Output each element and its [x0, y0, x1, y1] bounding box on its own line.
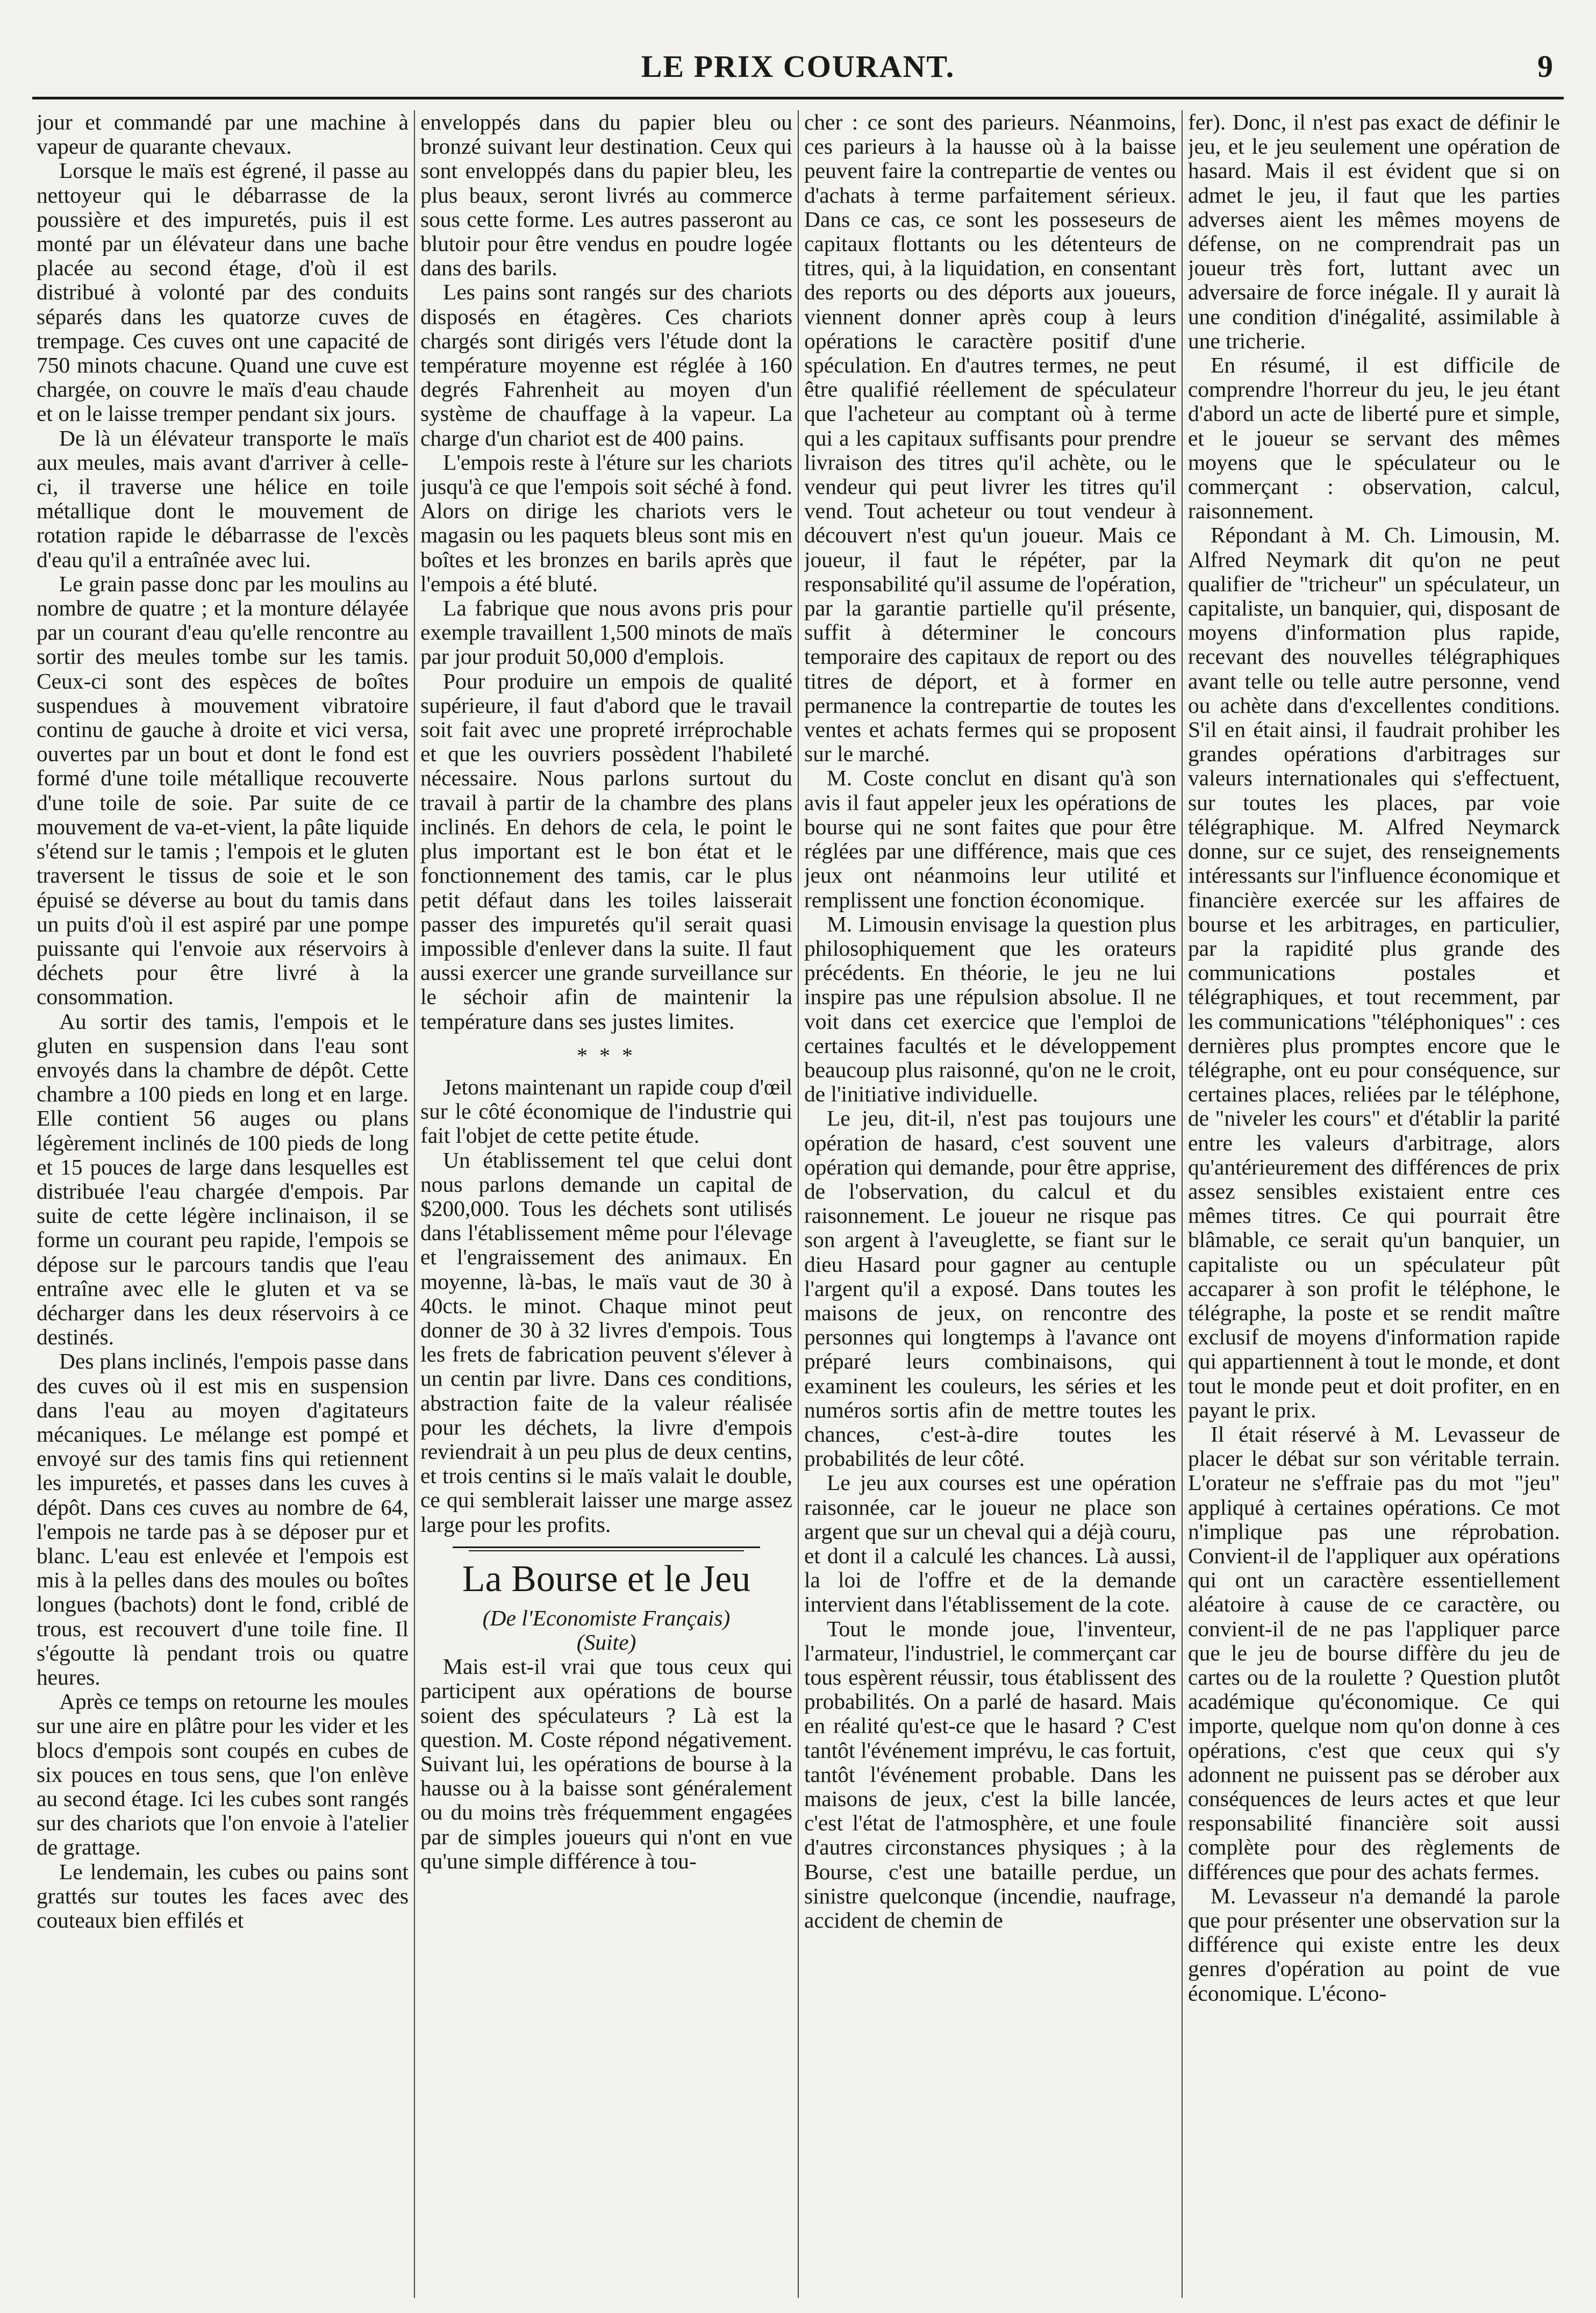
column-divider [798, 110, 799, 2298]
paragraph: jour et commandé par une machine à vapeur de quarante chevaux. [37, 110, 409, 159]
paragraph: Répondant à M. Ch. Limousin, M. Alfred Neymark dit qu'on ne peut qualifier de "tricheur" un spéculateur, un capitaliste, un banquier, qui, disposant de moyens d'information plus rapide, recevant des nouvelles télégraphiques avant telle ou telle autre personne, vend ou achète dans d'excellentes conditions. S'il en était ainsi, il faudrait prohiber les grandes opérations d'arbitrages sur valeurs internationales qui s'effectuent, sur toutes les places, par voie télégraphique. M. Alfred Neymarck donne, sur ce sujet, des renseignements intéressants sur l'influence économique et financière exercée sur les affaires de bourse et les arbitrages, en particulier, par la rapidité plus grande des communications postales et télégraphiques, et tout recemment, par les communications "téléphoniques" : ces dernières plus promptes encore que le télégraphe, ont eu pour conséquence, sur certaines places, reliées par le téléphone, de "niveler les cours" et d'établir la parité entre les valeurs d'arbitrage, alors qu'antérieurement des différences de prix assez sensibles existaient entre ces mêmes titres. Ce qui pourrait être blâmable, ce serait qu'un banquier, un capitaliste ou un spéculateur pût accaparer à son profit le téléphone, le télégraphe, la poste et se rendit maître exclusif de moyens d'information rapide qui appartiennent à tout le monde, et dont tout le monde peut et doit profiter, en en payant le prix. [1188, 522, 1560, 1422]
paragraph: Il était réservé à M. Levasseur de placer le débat sur son véritable terrain. L'orateur ne s'effraie pas du mot "jeu" appliqué à certaines opérations. Ce mot n'implique pas une réprobation. Convient-il de l'appliquer aux opérations qui ont un caractère essentiellement aléatoire à cause de ce caractère, ou convient-il de ne pas l'appliquer parce que le jeu de bourse diffère du jeu de cartes ou de la roulette ? Question plutôt académique qu'économique. Ce qui importe, quelque nom qu'on donne à ces opérations, c'est que ceux qui s'y adonnent ne puissent pas se dérober aux conséquences de leurs actes et que leur responsabilité financière soit aussi complète pour des règlements de différences que pour des achats fermes. [1188, 1421, 1560, 1884]
page-header [32, 38, 1564, 99]
paragraph: Le lendemain, les cubes ou pains sont grattés sur toutes les faces avec des couteaux bien effilés et [37, 1859, 409, 1933]
article-source: (De l'Economiste Français) [482, 1605, 731, 1630]
paragraph: Au sortir des tamis, l'empois et le gluten en suspension dans l'eau sont envoyés dans la chambre de dépôt. Cette chambre a 100 pieds en long et en large. Elle contient 56 auges ou plans légèrement inclinés de 100 pieds de long et 15 pouces de large dans lesquelles est distribuée l'eau chargée d'empois. Par suite de cette légère inclinaison, il se forme un courant peu rapide, l'empois se dépose sur le parcours tandis que l'eau entraîne avec elle le gluten et va se décharger dans les deux réservoirs à ce destinés. [37, 1008, 409, 1350]
newspaper-title: LE PRIX COURANT. [641, 49, 955, 84]
paragraph: Après ce temps on retourne les moules sur une aire en plâtre pour les vider et les blocs d'empois sont coupés en cubes de six pouces en tous sens, que l'on enlève au second étage. Ici les cubes sont rangés sur des chariots que l'on envoie à l'atelier de grattage. [37, 1689, 409, 1860]
paragraph: Lorsque le maïs est égrené, il passe au nettoyeur qui le débarrasse de la poussière et des impuretés, puis il est monté par un élévateur dans une bache placée au second étage, d'où il est distribué à volonté par des conduits séparés dans les quatorze cuves de trempage. Ces cuves ont une capacité de 750 minots chacune. Quand une cuve est chargée, on couvre le maïs d'eau chaude et on le laisse tremper pendant six jours. [37, 158, 409, 426]
section-rule [453, 1546, 760, 1548]
paragraph: Le jeu aux courses est une opération raisonnée, car le joueur ne place son argent que sur un cheval qui a déjà couru, et dont il a calculé les chances. Là aussi, la loi de l'offre et de la demande intervient dans l'établissement de la cote. [804, 1470, 1176, 1617]
column-divider [414, 110, 415, 2298]
paragraph: Mais est-il vrai que tous ceux qui participent aux opérations de bourse soient des spéculateurs ? Là est la question. M. Coste répond négativement. Suivant lui, les opérations de bourse à la hausse ou à la baisse sont généralement ou du moins très fréquemment engagées par de simples joueurs qui n'ont en vue qu'une simple différence à tou- [420, 1654, 792, 1873]
paragraph: Tout le monde joue, l'inventeur, l'armateur, l'industriel, le commerçant car tous espèrent réussir, tous établissent des probabilités. On a parlé de hasard. Mais en réalité qu'est-ce que le hasard ? C'est tantôt l'événement imprévu, le cas fortuit, tantôt l'événement probable. Dans les maisons de jeux, c'est la bille lancée, c'est l'état de l'atmosphère, et une foule d'autres circonstances physiques ; à la Bourse, c'est une bataille perdue, un sinistre quelconque (incendie, naufrage, accident de chemin de [804, 1616, 1176, 1933]
article-continuation: (Suite) [576, 1629, 636, 1655]
column-4 [1188, 110, 1560, 2298]
paragraph: fer). Donc, il n'est pas exact de définir le jeu, et le jeu seulement une opération de hasard. Mais il est évident que si on admet le jeu, il faut que les parties adverses aient les mêmes moyens de défense, on ne comprendrait pas un joueur très fort, luttant avec un adversaire de force inégale. Il y aurait là une condition d'inégalité, assimilable à une tricherie. [1188, 110, 1560, 353]
paragraph: L'empois reste à l'éture sur les chariots jusqu'à ce que l'empois soit séché à fond. Alors on dirige les chariots vers le magasin ou les paquets bleus sont mis en boîtes et les bronzes en barils après que l'empois a été bluté. [420, 449, 792, 596]
paragraph: En résumé, il est difficile de comprendre l'horreur du jeu, le jeu étant d'abord un acte de liberté pure et simple, et le joueur se servant des mêmes moyens que le spéculateur ou le commerçant : observation, calcul, raisonnement. [1188, 353, 1560, 524]
paragraph: Le grain passe donc par les moulins au nombre de quatre ; et la monture délayée par un courant d'eau qu'elle rencontre au sortir des meules tombe sur les tamis. Ceux-ci sont des espèces de boîtes suspendues à mouvement vibratoire continu de gauche à droite et vici versa, ouvertes par un bout et dont le fond est formé d'une toile métallique recouverte d'une toile de soie. Par suite de ce mouvement de va-et-vient, la pâte liquide s'étend sur le tamis ; l'empois et le gluten traversent le tissus de soie et le son épuisé se déverse au bout du tamis dans un puits d'où il est aspiré par une pompe puissante qui l'envoie aux réservoirs à déchets pour être livré à la consommation. [37, 571, 409, 1009]
paragraph: Les pains sont rangés sur des chariots disposés en étagères. Ces chariots chargés sont dirigés vers l'étude dont la température moyenne est réglée à 160 degrés Fahrenheit au moyen d'un système de chauffage à la vapeur. La charge d'un chariot est de 400 pains. [420, 280, 792, 450]
paragraph: La fabrique que nous avons pris pour exemple travaillent 1,500 minots de maïs par jour produit 50,000 d'emplois. [420, 596, 792, 669]
paragraph: Des plans inclinés, l'empois passe dans des cuves où il est mis en suspension dans l'eau au moyen d'agitateurs mécaniques. Le mélange est pompé et envoyé sur des tamis fins qui retiennent les impuretés, et passes dans les cuves à dépôt. Dans ces cuves au nombre de 64, l'empois ne tarde pas à se déposer pur et blanc. L'eau est enlevée et l'empois est mis à la pelles dans des moules ou boîtes longues (bachots) dont le fond, criblé de trous, est recouvert d'une toile fine. Il s'égoutte là pendant trois ou quatre heures. [37, 1349, 409, 1689]
paragraph: De là un élévateur transporte le maïs aux meules, mais avant d'arriver à celle-ci, il traverse une hélice en toile métallique dont le mouvement de rotation rapide le débarrasse de l'excès d'eau qu'il a entraînée avec lui. [37, 425, 409, 572]
paragraph: Un établissement tel que celui dont nous parlons demande un capital de $200,000. Tous les déchets sont utilisés dans l'établissement même pour l'élevage et l'engraissement des animaux. En moyenne, là-bas, le maïs vaut de 30 à 40cts. le minot. Chaque minot peut donner de 30 à 32 livres d'empois. Tous les frets de fabrication peuvent s'élever à un centin par livre. Dans ces conditions, abstraction faite de la valeur réalisée pour les déchets, la livre d'empois reviendrait à un peu plus de deux centins, et trois centins si le maïs valait le double, ce qui semblerait laisser une marge assez large pour les profits. [420, 1147, 792, 1537]
paragraph: Jetons maintenant un rapide coup d'œil sur le côté économique de l'industrie qui fait l'objet de cette petite étude. [420, 1074, 792, 1148]
page-number: 9 [1537, 49, 1553, 84]
column-divider [1182, 110, 1183, 2298]
paragraph: M. Levasseur n'a demandé la parole que pour présenter une observation sur la différence qui existe entre les deux genres d'opération au point de vue économique. L'écono- [1188, 1883, 1560, 2006]
paragraph: cher : ce sont des parieurs. Néanmoins, ces parieurs à la hausse où à la baisse peuvent faire la contrepartie de ventes ou d'achats à terme parfaitement sérieux. Dans ce cas, ce sont les posseseurs de capitaux flottants ou les détenteurs de titres, qui, à la liquidation, en consentant des reports ou des déports aux joueurs, viennent donner après coup à leurs opérations le caractère positif d'une spéculation. En d'autres termes, ne peut être qualifié réellement de spéculateur que l'acheteur au comptant où à terme qui a les capitaux suffisants pour prendre livraison des titres qu'il achète, ou le vendeur qui peut livrer les titres qu'il vend. Tout acheteur ou tout vendeur à découvert n'est qu'un joueur. Mais ce joueur, il faut le répéter, par la responsabilité qu'il assume de l'opération, par la garantie partielle qu'il présente, suffit à déterminer le concours temporaire des capitaux de report ou des titres de déport, et à former en permanence la contrepartie de toutes les ventes et achats fermes qui se proposent sur le marché. [804, 110, 1176, 767]
column-1 [37, 110, 409, 2298]
section-separator-stars: * * * [577, 1043, 636, 1068]
paragraph: Pour produire un empois de qualité supérieure, il faut d'abord que le travail soit fait avec une propreté irréprochable et que les ouvriers possèdent l'habileté nécessaire. Nous parlons surtout du travail à partir de la chambre des plans inclinés. En dehors de cela, le point le plus important est le bon état et le fonctionnement des tamis, car le plus petit défaut dans les toiles laisserait passer des impuretés qu'il serait quasi impossible d'enlever dans la suite. Il faut aussi exercer une grande surveillance sur le séchoir afin de maintenir la température dans ses justes limites. [420, 668, 792, 1034]
paragraph: enveloppés dans du papier bleu ou bronzé suivant leur destination. Ceux qui sont enveloppés dans du papier bleu, les plus beaux, seront livrés au commerce sous cette forme. Les autres passeront au blutoir pour être vendus en poudre logée dans des barils. [420, 110, 792, 281]
section-rule [469, 1550, 744, 1551]
column-2 [420, 110, 792, 2298]
paragraph: Le jeu, dit-il, n'est pas toujours une opération de hasard, c'est souvent une opération qui demande, pour être apprise, de l'observation, du calcul et du raisonnement. Le joueur ne risque pas son argent à l'aveuglette, se fiant sur le dieu Hasard pour gagner au centuple l'argent qu'il a exposé. Dans toutes les maisons de jeux, on rencontre des personnes qui longtemps à l'avance ont préparé leurs combinaisons, qui examinent les couleurs, les séries et les numéros sortis afin de mettre toutes les chances, c'est-à-dire toutes les probabilités de leur côté. [804, 1106, 1176, 1471]
paragraph: M. Coste conclut en disant qu'à son avis il faut appeler jeux les opérations de bourse qui ne sont faites que pour être réglées par une différence, mais que ces jeux ont néanmoins leur utilité et remplissent une fonction économique. [804, 765, 1176, 912]
column-3 [804, 110, 1176, 2298]
article-title: La Bourse et le Jeu [462, 1558, 751, 1600]
paragraph: M. Limousin envisage la question plus philosophiquement que les orateurs précédents. En théorie, le jeu ne lui inspire pas une répulsion absolue. Il ne voit dans cet exercice que l'emploi de certaines facultés et le développement beaucoup plus raisonné, qu'on ne le croit, de l'initiative individuelle. [804, 911, 1176, 1107]
